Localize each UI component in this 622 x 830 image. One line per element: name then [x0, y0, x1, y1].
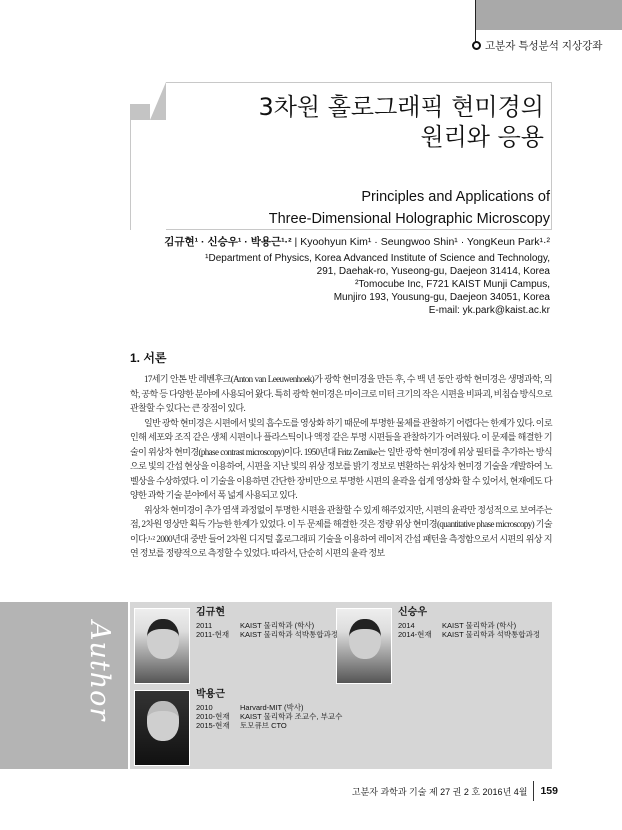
bio-text: KAIST 물리학과 (학사): [240, 621, 315, 630]
author-name: 김규현: [196, 607, 225, 618]
bio-year: 2011-현재: [196, 630, 230, 639]
bio-text: Harvard-MIT (박사): [240, 703, 304, 712]
affiliation-2-address: Munjiro 193, Yousung-gu, Daejeon 34051, Korea: [333, 292, 550, 303]
bio-year: 2010-현재: [196, 712, 230, 721]
english-title-line1: Principles and Applications of: [361, 189, 550, 205]
author-names-ko: 김규현¹ · 신승우¹ · 박용근¹·²: [164, 236, 292, 248]
bio-text: KAIST 물리학과 석박통합과정: [240, 630, 339, 639]
author-bio: [398, 608, 540, 639]
header-gray-block: [476, 0, 622, 30]
author-label: Author: [84, 621, 115, 722]
journal-info: 고분자 과학과 기술 제 27 권 2 호 2016년 4월: [351, 786, 528, 797]
bio-text: 토모큐브 CTO: [240, 721, 287, 730]
english-title: [269, 186, 550, 230]
title-fold-corner: [150, 82, 166, 120]
page-footer: [352, 781, 558, 801]
author-names-en: | Kyoohyun Kim¹ · Seungwoo Shin¹ · YongKeun Park¹·²: [294, 236, 550, 248]
series-label: [472, 38, 602, 53]
bio-text: KAIST 물리학과 조교수, 부교수: [240, 712, 343, 721]
bio-year: 2010: [196, 703, 213, 712]
korean-title: [258, 92, 544, 152]
bio-text: KAIST 물리학과 석박통합과정: [442, 630, 541, 639]
author-photo: [336, 608, 392, 684]
section-heading: 1. 서론: [130, 351, 167, 365]
korean-title-line1: 3차원 홀로그래픽 현미경의: [258, 93, 544, 121]
bio-year: 2014-현재: [398, 630, 432, 639]
author-photo: [134, 608, 190, 684]
author-panel: [130, 602, 552, 769]
affiliation-1: ¹Department of Physics, Korea Advanced Institute of Science and Technology,: [205, 253, 550, 264]
circle-bullet-icon: [472, 41, 481, 50]
bio-year: 2014: [398, 621, 415, 630]
author-photo: [134, 690, 190, 766]
bio-year: 2015-현재: [196, 721, 230, 730]
affiliation-1-address: 291, Daehak-ro, Yuseong-gu, Daejeon 31414, Korea: [316, 266, 550, 277]
series-text: 고분자 특성분석 지상강좌: [485, 40, 603, 52]
author-bio: [196, 608, 338, 639]
author-name: 박용근: [196, 689, 225, 700]
body-text: [130, 372, 552, 561]
paragraph: 위상차 현미경이 추가 염색 과정없이 투명한 시편을 관찰할 수 있게 해주었지만, 시편의 윤곽만 정성적으로 보여주는 점, 2차원 영상만 획득 가능한 한계가 있었다. 이 두 문제를 해결한 것은 정량 위상 현미경(quantitative phase microscopy) 기술이다.¹·² 2000년대 중반 들어 2차원 디지털 홀로그래피 기술을 이용하여 레이저 간섭 패턴을 측정함으로서 시편의 위상 지연 정보를 정량적으로 측정할 수 있었다. 따라서, 단순히 시편의 윤곽 정보: [130, 504, 552, 558]
author-info: [164, 236, 550, 317]
paragraph: 17세기 안톤 반 레벤후크(Anton van Leeuwenhoek)가 광학 현미경을 만든 후, 수 백 년 동안 광학 현미경은 생명과학, 의학, 공학 등 다양한 분야에 사용되어 왔다. 특히 광학 현미경은 마이크로 미터 크기의 작은 시편을 비파괴, 비침습 방식으로 관찰할 수 있다는 큰 장점이 있다.: [130, 374, 552, 413]
affiliation-2: ²Tomocube Inc, F721 KAIST Munji Campus,: [355, 279, 550, 290]
author-name: 신승우: [398, 607, 427, 618]
author-bio: [196, 690, 342, 730]
bio-year: 2011: [196, 621, 213, 630]
english-title-line2: Three-Dimensional Holographic Microscopy: [268, 211, 550, 227]
footer-divider: [533, 781, 534, 801]
title-box-left-edge: [130, 120, 131, 230]
email[interactable]: E-mail: yk.park@kaist.ac.kr: [428, 305, 550, 316]
page-number: 159: [540, 785, 558, 797]
paragraph: 일반 광학 현미경은 시편에서 빛의 흡수도를 영상화 하기 때문에 투명한 물체를 관찰하기 어렵다는 한계가 있다. 이로 인해 세포와 조직 같은 생체 시편이나 플라스틱이나 액정 같은 투명 시편들을 관찰하기가 어려웠다. 이 문제를 해결한 기술이 위상차 현미경(phase contrast microscopy)이다. 1950년대 Fritz Zernike는 일반 광학 현미경에 위상 필터를 추가하는 방식으로 빛의 간섭 현상을 이용하여, 시편을 지난 빛의 위상 정보를 밝기 정보로 변환하는 위상차 현미경 기술을 개발하여 노벨상을 수상하였다. 이 기술을 이용하면 간단한 장비만으로 투명한 시편의 윤곽을 쉽게 영상화 할 수 있어서, 현재에도 다양한 과학 기술 분야에서 폭 넓게 사용되고 있다.: [130, 417, 552, 500]
bio-text: KAIST 물리학과 (학사): [442, 621, 517, 630]
korean-title-line2: 원리와 응용: [420, 123, 544, 151]
title-fold-tab: [130, 104, 150, 120]
